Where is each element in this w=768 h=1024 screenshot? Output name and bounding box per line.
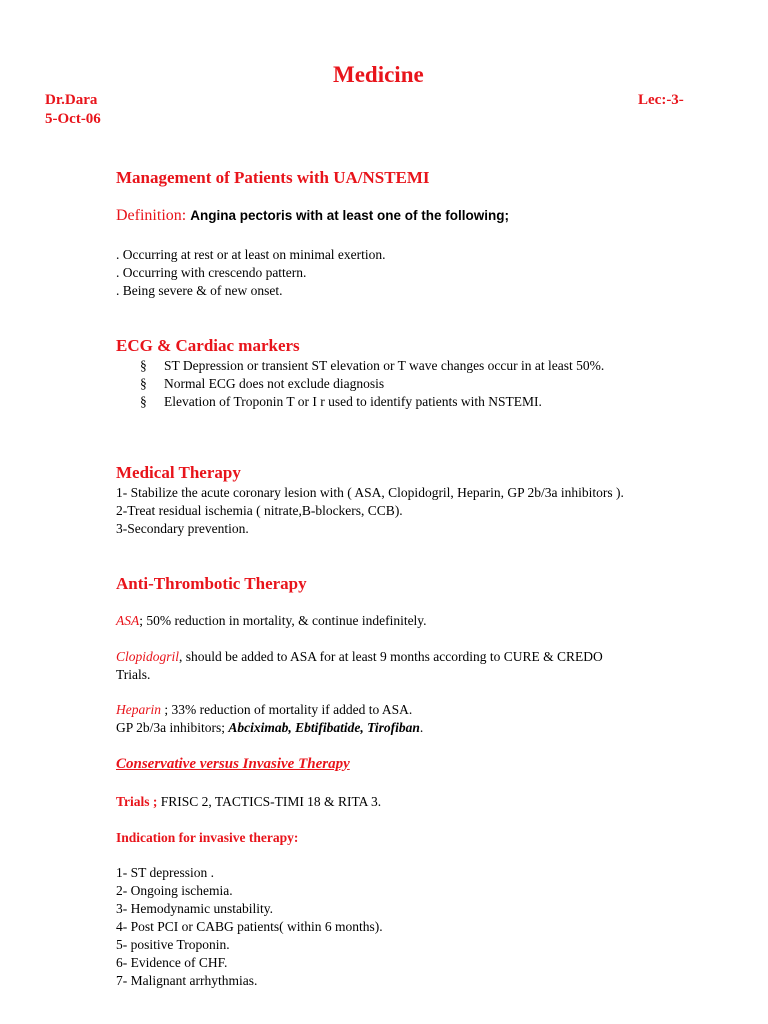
heparin-line (116, 701, 423, 719)
ecg-item: ST Depression or transient ST elevation or T wave changes occur in at least 50%. (164, 358, 605, 373)
definition-line (116, 207, 509, 225)
indication-item: 3- Hemodynamic unstability. (116, 901, 273, 916)
indication-list (116, 864, 383, 990)
indication-item: 6- Evidence of CHF. (116, 955, 228, 970)
definition-item: . Being severe & of new onset. (116, 283, 283, 298)
ecg-item: Elevation of Troponin T or I r used to identify patients with NSTEMI. (164, 394, 542, 409)
gp-drugs: Abciximab, Ebtifibatide, Tirofiban (228, 720, 420, 735)
bullet-icon: § (140, 394, 147, 409)
author-name: Dr.Dara (45, 92, 98, 108)
definition-label: Definition: (116, 207, 187, 224)
lecture-date: 5-Oct-06 (45, 111, 101, 127)
page-title: Medicine (333, 62, 424, 87)
ecg-heading: ECG & Cardiac markers (116, 336, 300, 355)
indication-item: 7- Malignant arrhythmias. (116, 973, 258, 988)
gp-text: GP 2b/3a inhibitors; (116, 720, 229, 735)
list-item (140, 393, 640, 411)
medical-heading: Medical Therapy (116, 463, 241, 482)
asa-label: ASA (116, 613, 140, 628)
list-item (140, 357, 640, 375)
indication-item: 5- positive Troponin. (116, 937, 230, 952)
trials-line (116, 793, 381, 811)
clopidogril-label: Clopidogril (116, 649, 180, 664)
main-heading: Management of Patients with UA/NSTEMI (116, 168, 430, 187)
heparin-block (116, 701, 423, 737)
definition-item: . Occurring at rest or at least on minimal exertion. (116, 247, 386, 262)
indication-item: 1- ST depression . (116, 865, 214, 880)
definition-list (116, 246, 386, 300)
definition-item: . Occurring with crescendo pattern. (116, 265, 307, 280)
clopidogril-text: , should be added to ASA for at least 9 months according to CURE & CREDO Trials. (116, 649, 603, 682)
lecture-number: Lec:-3- (638, 92, 684, 108)
medical-item: 3-Secondary prevention. (116, 521, 249, 536)
ecg-item: Normal ECG does not exclude diagnosis (164, 376, 385, 391)
heparin-label: Heparin (116, 702, 161, 717)
asa-text: ; 50% reduction in mortality, & continue indefinitely. (139, 613, 427, 628)
heparin-text: ; 33% reduction of mortality if added to ASA. (161, 702, 413, 717)
ecg-list (140, 357, 640, 411)
indication-heading: Indication for invasive therapy: (116, 830, 299, 845)
trials-label: Trials ; (116, 794, 158, 809)
medical-item: 1- Stabilize the acute coronary lesion with ( ASA, Clopidogril, Heparin, GP 2b/3a inhibitors ). (116, 485, 624, 500)
bullet-icon: § (140, 376, 147, 391)
clopidogril-line (116, 648, 636, 684)
medical-item: 2-Treat residual ischemia ( nitrate,B-blockers, CCB). (116, 503, 403, 518)
list-item (140, 375, 640, 393)
indication-item: 2- Ongoing ischemia. (116, 883, 233, 898)
trials-text: FRISC 2, TACTICS-TIMI 18 & RITA 3. (157, 794, 382, 809)
gp-line (116, 719, 423, 737)
bullet-icon: § (140, 358, 147, 373)
indication-item: 4- Post PCI or CABG patients( within 6 months). (116, 919, 383, 934)
gp-end: . (419, 720, 424, 735)
medical-list (116, 484, 636, 538)
asa-line (116, 612, 427, 630)
conservative-heading: Conservative versus Invasive Therapy (116, 756, 350, 772)
antithrombotic-heading: Anti-Thrombotic Therapy (116, 574, 307, 593)
definition-text: Angina pectoris with at least one of the following; (190, 208, 509, 223)
